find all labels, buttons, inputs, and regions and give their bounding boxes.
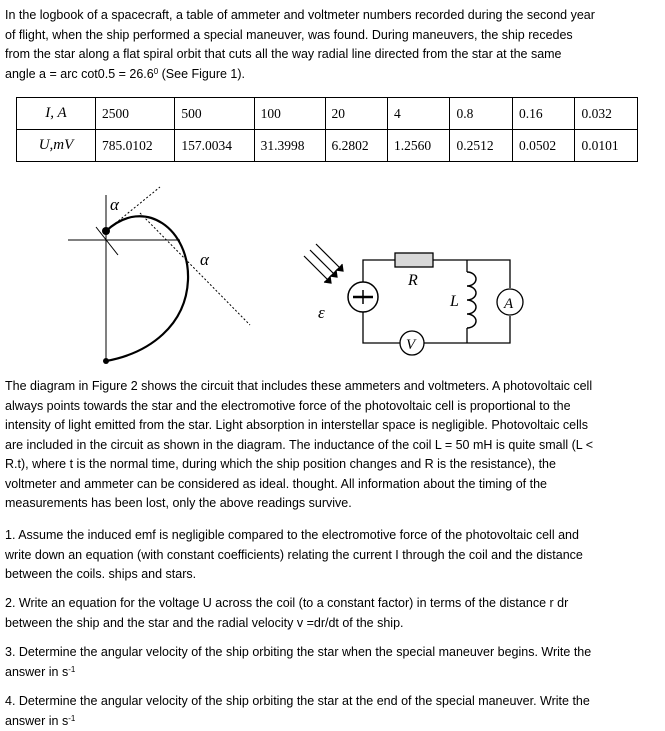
current-cell: 0.16 — [512, 98, 574, 130]
question-line: 4. Determine the angular velocity of the ship orbiting the star at the end of the special maneuver. Write the — [5, 692, 657, 712]
orbit-end-point — [103, 358, 109, 364]
question-line: between the ship and the star and the radial velocity v =dr/dt of the ship. — [5, 614, 657, 634]
current-cell: 2500 — [96, 98, 175, 130]
description-line: intensity of light emitted from the star. Light absorption in interstellar space is negligible. Photovoltaic cells — [5, 416, 657, 436]
figure-1-spiral-orbit — [60, 185, 260, 375]
current-cell: 0.8 — [450, 98, 512, 130]
inductor-coil — [467, 272, 476, 328]
question-2 — [5, 594, 657, 633]
current-cell: 4 — [388, 98, 450, 130]
intro-line — [5, 65, 657, 85]
alpha-label-top: α — [110, 195, 120, 214]
voltage-cell: 157.0034 — [175, 130, 254, 162]
emf-label: ε — [318, 303, 325, 322]
ship-point — [102, 227, 110, 235]
voltage-cell: 0.0502 — [512, 130, 574, 162]
description-line: voltmeter and ammeter can be considered as ideal. thought. All information about the timing of the — [5, 475, 657, 495]
voltage-row — [17, 130, 638, 162]
spiral-orbit-curve — [106, 216, 188, 361]
question-line: 2. Write an equation for the voltage U across the coil (to a constant factor) in terms of the distance r dr — [5, 594, 657, 614]
unit-exponent: -1 — [68, 714, 75, 723]
intro-line: In the logbook of a spacecraft, a table of ammeter and voltmeter numbers recorded during the second year — [5, 6, 657, 26]
intro-line: of flight, when the ship performed a special maneuver, was found. During maneuvers, the ship recedes — [5, 26, 657, 46]
description-line: always points towards the star and the electromotive force of the photovoltaic cell is proportional to the — [5, 397, 657, 417]
voltmeter-label: V — [406, 337, 417, 353]
ammeter-label: A — [503, 296, 514, 312]
tangent-dashed-side — [140, 213, 250, 325]
question-line: 3. Determine the angular velocity of the ship orbiting the star when the special maneuver begins. Write the — [5, 643, 657, 663]
question-line — [5, 663, 657, 683]
voltage-cell: 0.2512 — [450, 130, 512, 162]
circuit-description — [5, 377, 657, 514]
current-cell: 20 — [325, 98, 387, 130]
voltage-cell: 6.2802 — [325, 130, 387, 162]
current-cell: 0.032 — [575, 98, 638, 130]
description-line: are included in the circuit as shown in the diagram. The inductance of the coil L = 50 mH is quite small (L < — [5, 436, 657, 456]
description-line: measurements has been lost, only the above readings survive. — [5, 494, 657, 514]
question-1 — [5, 526, 657, 585]
voltage-cell: 1.2560 — [388, 130, 450, 162]
current-header: I, A — [17, 98, 96, 130]
question-line: between the coils. ships and stars. — [5, 565, 657, 585]
degree-superscript: 0 — [154, 67, 158, 76]
readings-table — [16, 97, 638, 162]
question-unit-text: answer in s — [5, 714, 68, 728]
inductor-label: L — [449, 293, 459, 310]
circuit-wires — [363, 260, 510, 343]
resistor-label: R — [407, 272, 418, 289]
voltage-cell: 785.0102 — [96, 130, 175, 162]
intro-angle-text: angle a = arc cot0.5 = 26.6 — [5, 67, 154, 81]
description-line: The diagram in Figure 2 shows the circuit that includes these ammeters and voltmeters. A photovoltaic cell — [5, 377, 657, 397]
question-3 — [5, 643, 657, 682]
question-4 — [5, 692, 657, 731]
figure-2-circuit — [300, 240, 540, 360]
question-line: 1. Assume the induced emf is negligible compared to the electromotive force of the photovoltaic cell and — [5, 526, 657, 546]
voltage-header: U,mV — [17, 130, 96, 162]
intro-line: from the star along a flat spiral orbit that cuts all the way radial line directed from the star at the same — [5, 45, 657, 65]
current-cell: 100 — [254, 98, 325, 130]
current-cell: 500 — [175, 98, 254, 130]
current-row — [17, 98, 638, 130]
question-line — [5, 712, 657, 731]
resistor — [395, 253, 433, 267]
question-line: write down an equation (with constant coefficients) relating the current I through the coil and the distance — [5, 546, 657, 566]
description-line: R.t), where t is the normal time, during which the ship position changes and R is the resistance), the — [5, 455, 657, 475]
question-unit-text: answer in s — [5, 665, 68, 679]
unit-exponent: -1 — [68, 665, 75, 674]
intro-figure-ref: (See Figure 1). — [158, 67, 245, 81]
voltage-cell: 31.3998 — [254, 130, 325, 162]
voltage-cell: 0.0101 — [575, 130, 638, 162]
light-rays — [304, 244, 343, 283]
intro-paragraph — [5, 6, 657, 84]
alpha-label-side: α — [200, 250, 210, 269]
